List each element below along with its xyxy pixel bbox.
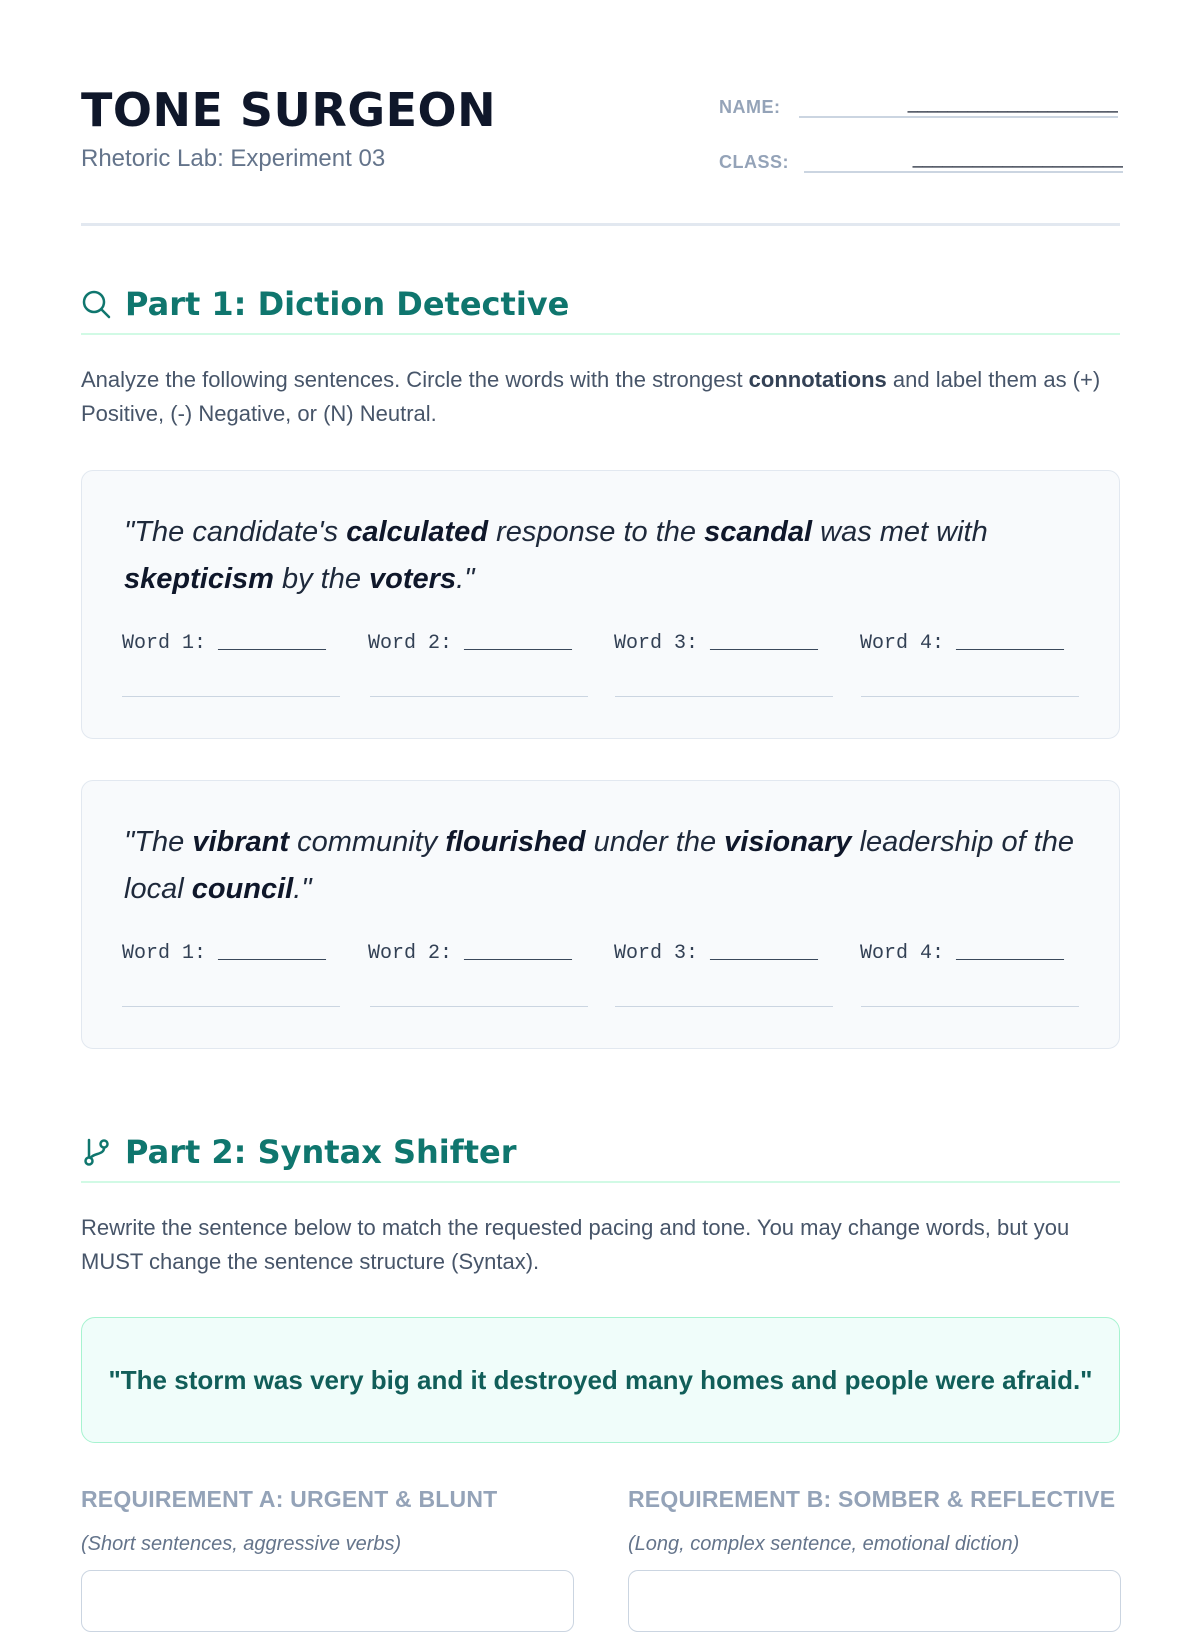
sentence-1-quote: "The candidate's calculated response to the scandal was met with skepticism by the voters."	[124, 516, 988, 595]
part1-instructions-start: Analyze the following sentences. Circle the words with the strongest	[81, 367, 749, 392]
class-field[interactable]	[719, 147, 1123, 173]
part2-title: Part 2: Syntax Shifter	[125, 1133, 517, 1171]
sentence-2-word-2-label: Word 2: _________	[368, 942, 573, 965]
part2-instructions: Rewrite the sentence below to match the requested pacing and tone. You may change words, but you MUST change the sentence structure (Syntax).	[81, 1215, 1070, 1274]
source-sentence-box	[81, 1317, 1120, 1443]
sentence-2-answer-line-3[interactable]	[615, 1006, 833, 1007]
sentence-2-word-4-label: Word 4: _________	[860, 942, 1065, 965]
sentence-1-answer-line-1[interactable]	[122, 696, 340, 697]
header-divider	[81, 223, 1120, 226]
sentence-1-word-4-label: Word 4: _________	[860, 632, 1065, 655]
sentence-2-answer-line-4[interactable]	[861, 1006, 1079, 1007]
sentence-1-answer-line-3[interactable]	[615, 696, 833, 697]
name-input-line[interactable]: _____________________	[799, 92, 1118, 118]
sentence-1-word-2-label: Word 2: _________	[368, 632, 573, 655]
name-label: NAME:	[719, 97, 781, 117]
sentence-card-1	[81, 470, 1120, 739]
part1-instructions	[81, 363, 1120, 431]
part1-heading	[81, 285, 1120, 335]
requirement-a-note: (Short sentences, aggressive verbs)	[81, 1533, 402, 1555]
part1-instructions-keyword: connotations	[748, 367, 887, 392]
requirement-a-title: REQUIREMENT A: URGENT & BLUNT	[81, 1486, 498, 1512]
part2-heading	[81, 1133, 1120, 1183]
sentence-1-word-1-label: Word 1: _________	[122, 632, 327, 655]
worksheet-title: TONE SURGEON	[81, 83, 497, 137]
requirement-b-title: REQUIREMENT B: SOMBER & REFLECTIVE	[628, 1486, 1116, 1512]
part1-instructions-end: and label them as (+) Positive, (-) Negative, or (N) Neutral.	[81, 367, 1101, 426]
sentence-2-word-3-label: Word 3: _________	[614, 942, 819, 965]
requirement-a-answer-box[interactable]	[81, 1570, 574, 1632]
sentence-1-word-3-label: Word 3: _________	[614, 632, 819, 655]
sentence-2-word-1-label: Word 1: _________	[122, 942, 327, 965]
sentence-2-answer-line-1[interactable]	[122, 1006, 340, 1007]
git-branch-icon	[81, 1137, 111, 1167]
sentence-card-2	[81, 780, 1120, 1049]
sentence-2-quote: "The vibrant community flourished under the visionary leadership of the local council."	[124, 826, 1074, 905]
sentence-1-answer-line-4[interactable]	[861, 696, 1079, 697]
search-icon	[81, 289, 111, 319]
requirement-b-answer-box[interactable]	[628, 1570, 1121, 1632]
source-sentence: "The storm was very big and it destroyed many homes and people were afraid."	[108, 1364, 1093, 1395]
class-input-line[interactable]: _____________________	[804, 147, 1123, 173]
class-label: CLASS:	[719, 152, 789, 172]
name-field[interactable]	[719, 92, 1118, 118]
sentence-1-answer-line-2[interactable]	[370, 696, 588, 697]
part1-title: Part 1: Diction Detective	[125, 285, 570, 323]
requirement-b-note: (Long, complex sentence, emotional diction)	[628, 1533, 1020, 1555]
sentence-2-answer-line-2[interactable]	[370, 1006, 588, 1007]
worksheet-subtitle: Rhetoric Lab: Experiment 03	[81, 145, 386, 172]
